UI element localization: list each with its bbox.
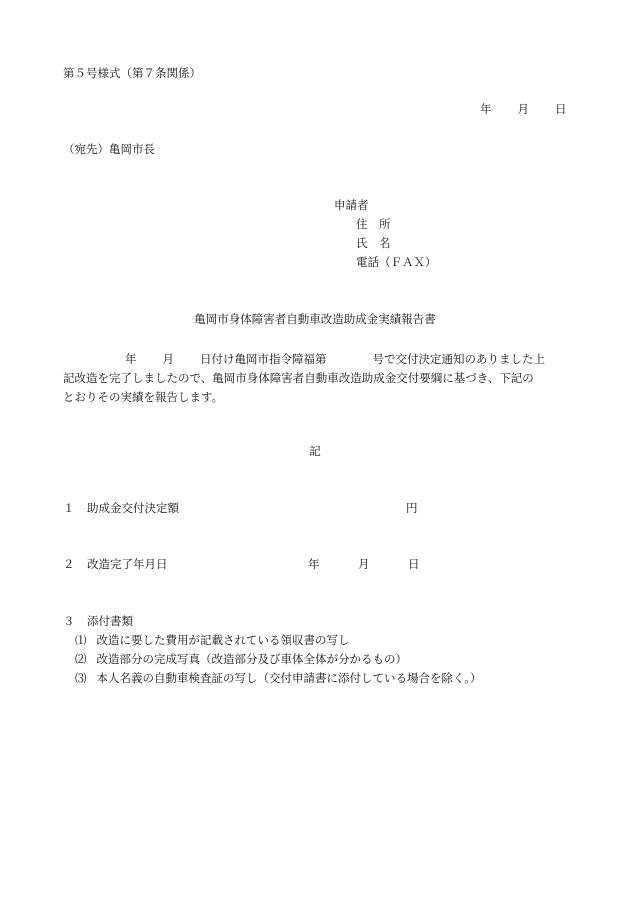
attachment-text: 改造部分の完成写真（改造部分及び車体全体が分かるもの） [96, 652, 407, 666]
body-day-prefix: 日付け亀岡市指令障福第 [200, 352, 327, 366]
body-line-3: とおりその実績を報告します。 [63, 390, 224, 404]
body-line-2: 記改造を完了しましたので、亀岡市身体障害者自動車改造助成金交付要綱に基づき、下記の [63, 371, 534, 385]
body-paragraph [63, 350, 573, 407]
phone-label: 電話（ＦＡＸ） [356, 255, 437, 269]
attachment-mark: ⑴ [75, 633, 87, 647]
attachment-mark: ⑶ [75, 671, 87, 685]
attachment-text: 本人名義の自動車検査証の写し（交付申請書に添付している場合を除く。） [96, 671, 482, 685]
item-1-label: 助成金交付決定額 [87, 501, 179, 515]
body-line-1 [63, 350, 573, 369]
applicant-block [334, 198, 437, 274]
applicant-heading: 申請者 [334, 198, 369, 212]
item-3-label: 添付書類 [87, 614, 133, 628]
address-label: 住 所 [356, 217, 391, 231]
item-2-year-label: 年 [308, 557, 320, 571]
addressee: （宛先）亀岡市長 [63, 142, 155, 156]
attachment-item [75, 671, 482, 686]
item-3-number: ３ [63, 614, 75, 628]
attachment-item [75, 652, 407, 667]
date-line [480, 102, 567, 117]
attachment-item [75, 633, 350, 648]
item-2-day-label: 日 [408, 557, 420, 571]
item-2-month-label: 月 [358, 557, 370, 571]
document-title: 亀岡市身体障害者自動車改造助成金実績報告書 [194, 312, 436, 326]
item-1-number: １ [63, 501, 75, 515]
body-number-suffix: 号で交付決定通知のありました上 [372, 352, 545, 366]
attachment-mark: ⑵ [75, 652, 87, 666]
name-label: 氏 名 [356, 236, 391, 250]
body-year-label: 年 [125, 352, 137, 366]
item-1-unit: 円 [406, 501, 418, 515]
date-year-label: 年 [480, 102, 492, 116]
form-number: 第５号様式（第７条関係） [63, 66, 201, 80]
attachment-text: 改造に要した費用が記載されている領収書の写し [96, 633, 350, 647]
item-2-label: 改造完了年月日 [87, 557, 168, 571]
ki-heading: 記 [309, 444, 321, 458]
body-month-label: 月 [162, 352, 174, 366]
item-3 [63, 614, 583, 633]
item-2-number: ２ [63, 557, 75, 571]
date-day-label: 日 [555, 102, 567, 116]
date-month-label: 月 [517, 102, 529, 116]
